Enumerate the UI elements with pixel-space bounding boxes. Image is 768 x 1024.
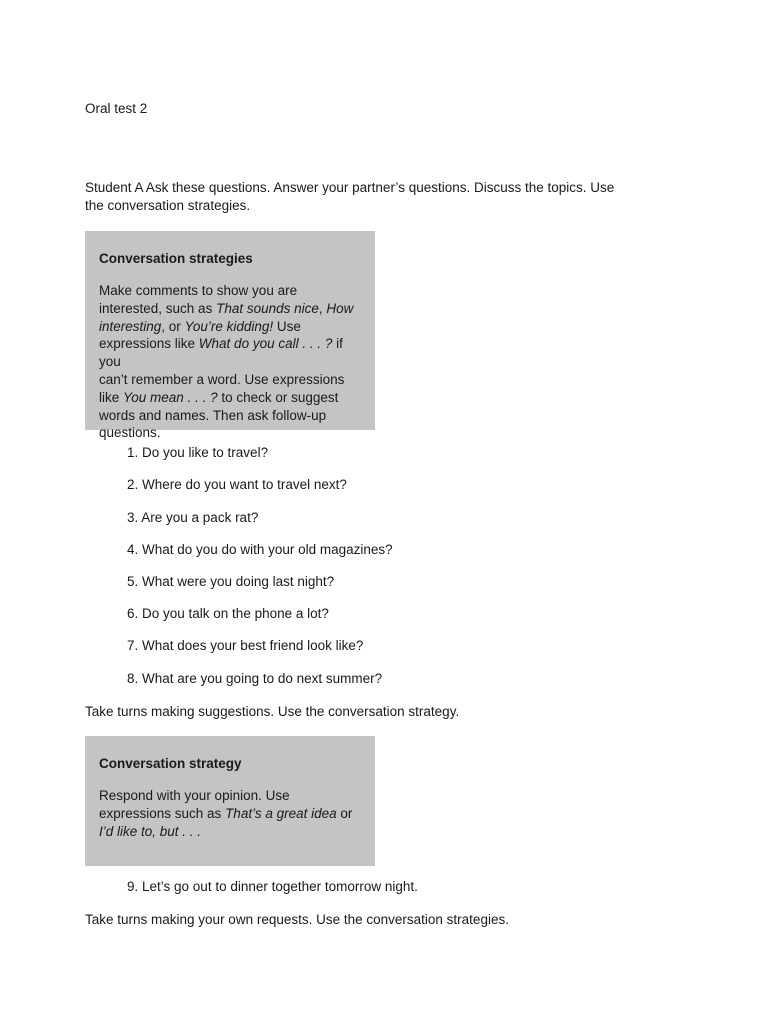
question-item: 6. Do you talk on the phone a lot? [127,606,329,621]
student-a-instructions: Student A Ask these questions. Answer your partner’s questions. Discuss the topics. Use the conversation strategies. [85,180,615,213]
question-item: 7. What does your best friend look like? [127,638,364,653]
question-item: 8. What are you going to do next summer? [127,671,383,686]
question-item: 5. What were you doing last night? [127,574,335,589]
strategy-text [99,787,361,840]
strategy-heading: Conversation strategy [99,756,242,771]
strategies-text [99,282,361,442]
question-item: 2. Where do you want to travel next? [127,477,347,492]
question-item: 4. What do you do with your old magazines? [127,542,393,557]
conversation-strategies-box [85,231,375,441]
question-item: 1. Do you like to travel? [127,445,269,460]
conversation-strategy-box [85,736,375,866]
strategy-text-run: Respond with your opinion. Use expressions such as [99,788,290,821]
strategy-text-run: can’t remember a word. Use expressions like [99,371,345,405]
suggestions-instruction: Take turns making suggestions. Use the conversation strategy. [85,704,460,719]
example-expression: That’s a great idea [225,805,337,821]
strategy-text-run: , or [161,318,185,334]
strategy-text-run: if you [99,336,343,370]
example-expression: You mean . . . ? [123,389,218,405]
strategy-text-run: , [318,300,327,316]
example-expression: How interesting [99,300,354,334]
requests-instruction: Take turns making your own requests. Use the conversation strategies. [85,912,509,927]
page-title: Oral test 2 [85,101,148,116]
example-expression: That sounds nice [216,300,319,316]
strategy-text-run: Make comments to show you are interested, such as [99,283,298,316]
strategies-heading: Conversation strategies [99,251,253,266]
question-item: 9. Let’s go out to dinner together tomorrow night. [127,879,418,894]
strategy-text-run: Use expressions like [99,318,301,352]
strategy-text-run: to check or suggest words and names. Then ask follow-up questions. [99,389,339,441]
example-expression: I’d like to, but . . . [99,823,202,839]
question-item: 3. Are you a pack rat? [127,510,259,525]
example-expression: You’re kidding! [184,318,274,334]
example-expression: What do you call . . . ? [198,336,333,352]
strategy-text-run: or [336,805,353,821]
